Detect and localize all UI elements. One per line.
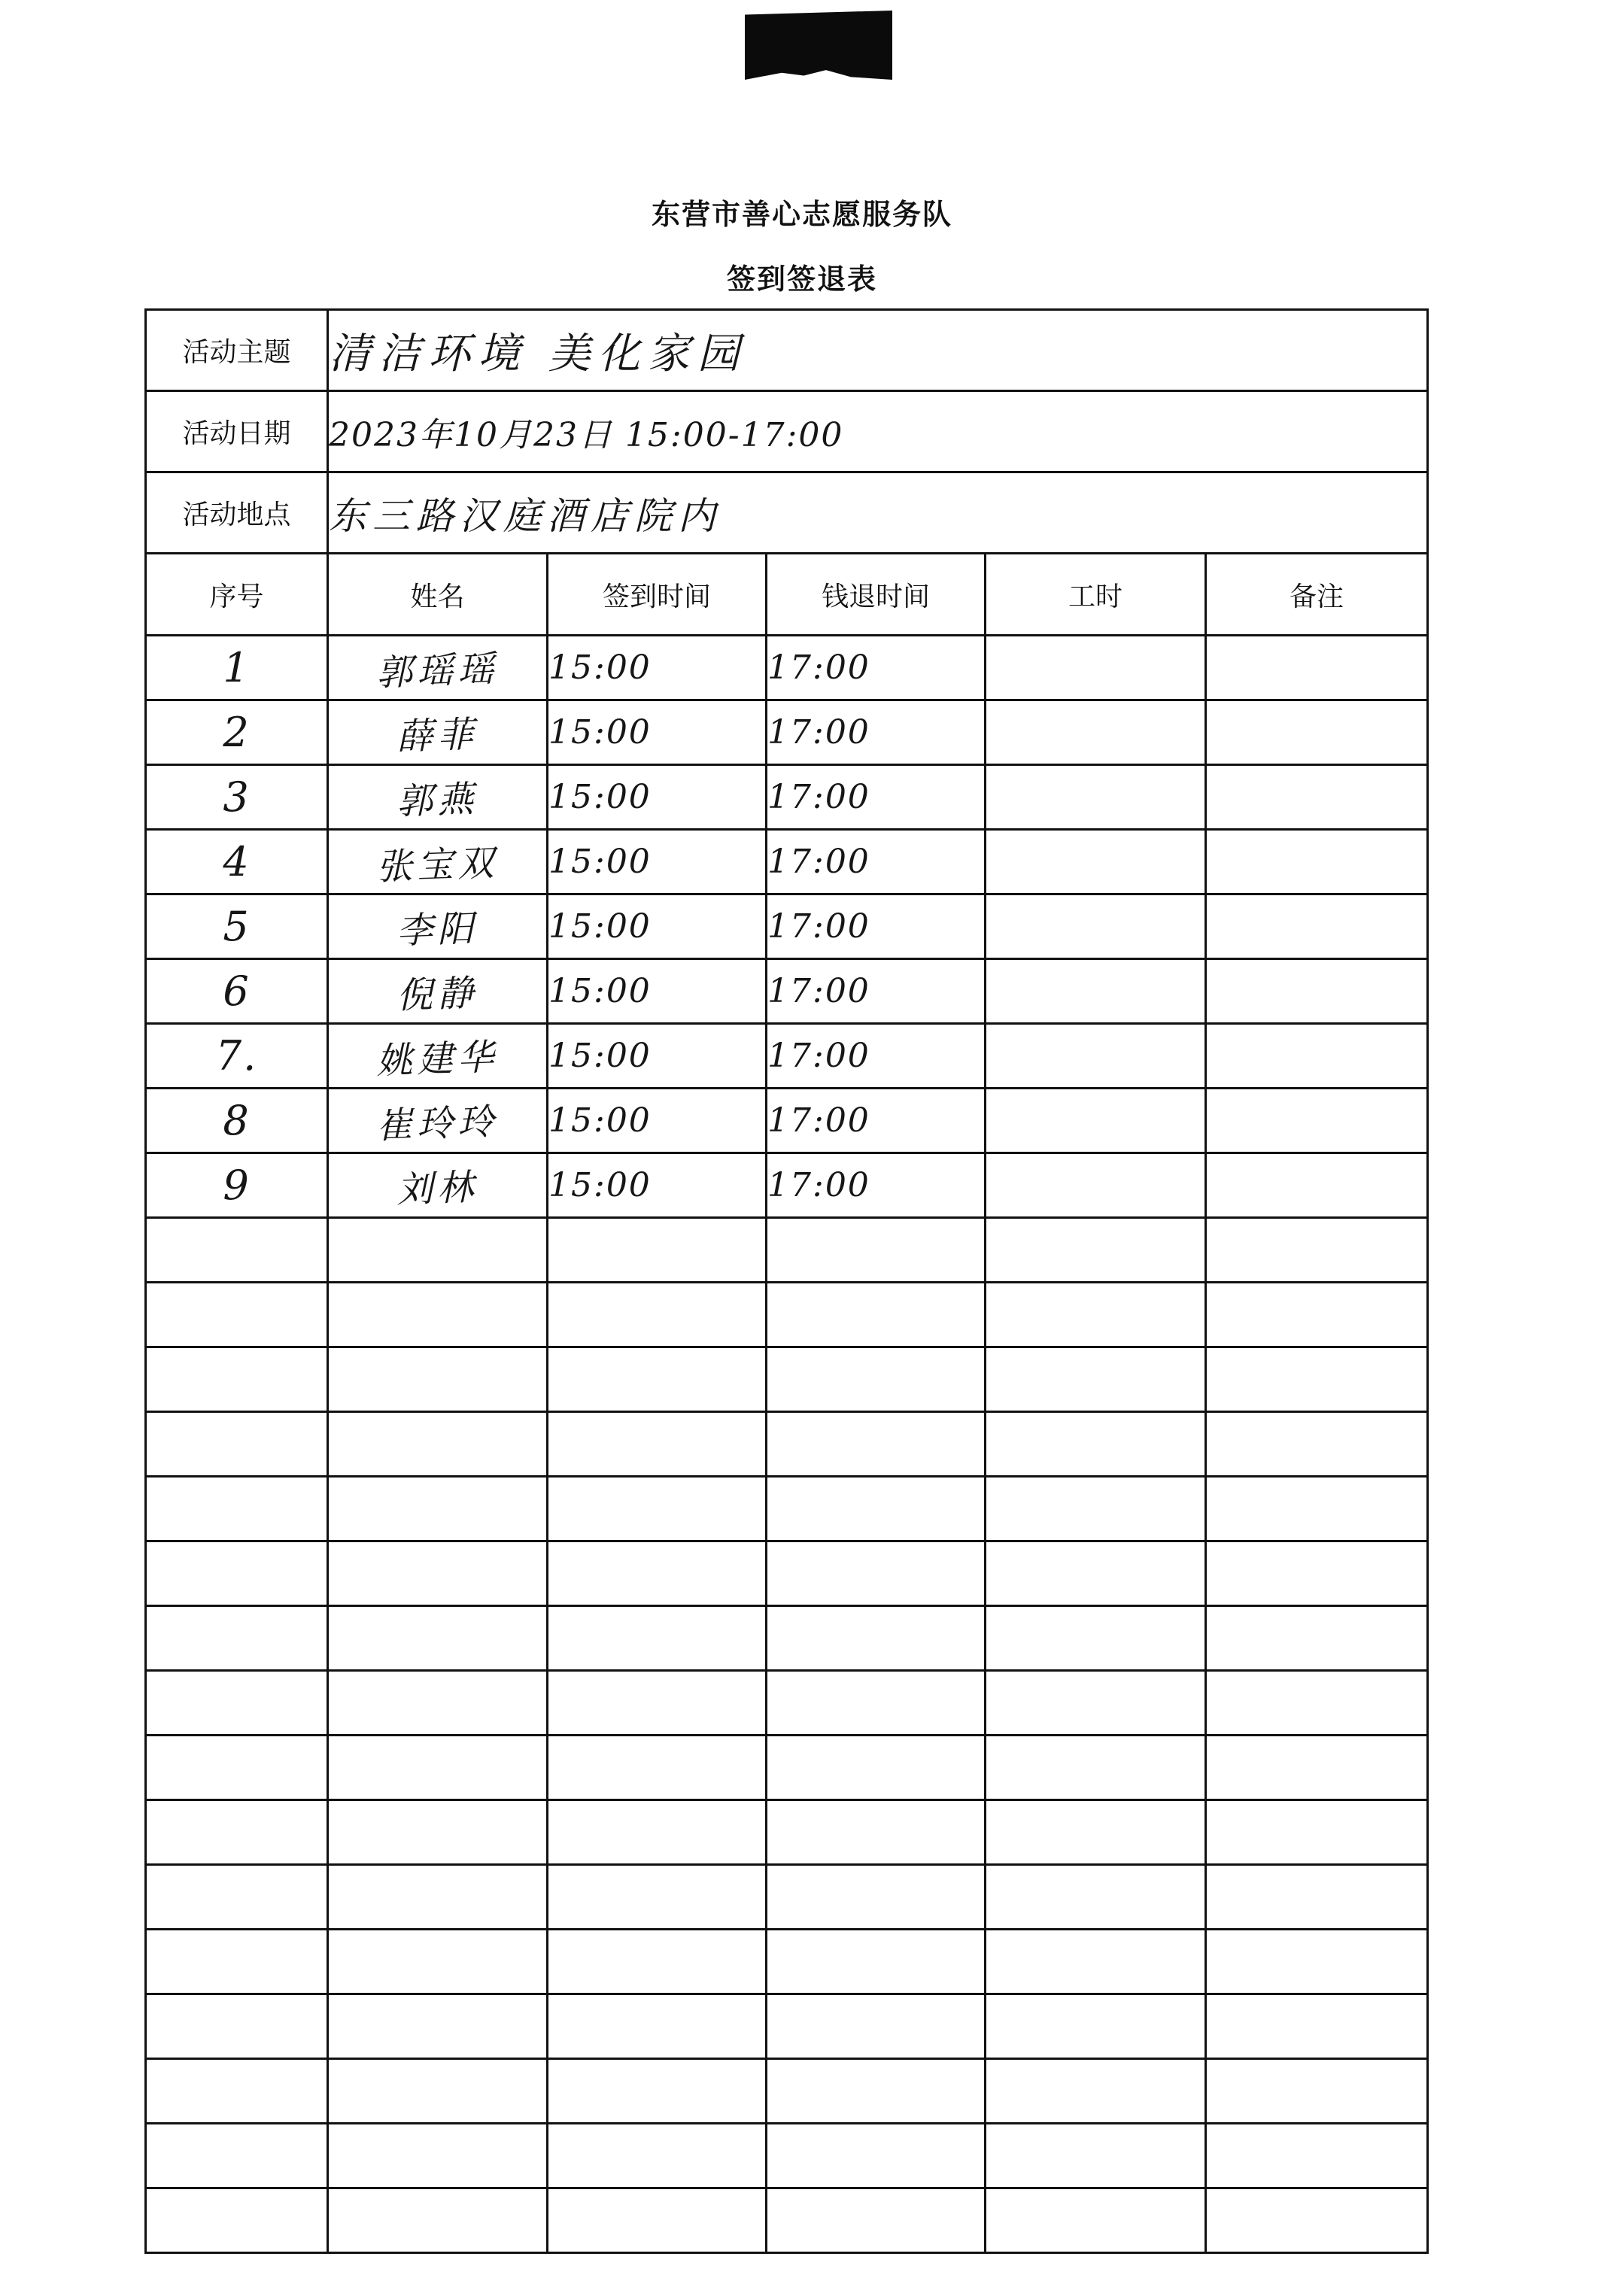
- work-hours-cell: [986, 765, 1206, 830]
- sign-out-time-cell: [767, 1024, 986, 1089]
- sign-out-time-cell: [767, 830, 986, 894]
- row-number-cell: [146, 1671, 328, 1736]
- sign-out-time-cell: [767, 765, 986, 830]
- sign-out-time: 17:00: [767, 1037, 870, 1075]
- sign-out-time-cell: [767, 2188, 986, 2253]
- table-row: [146, 1671, 1428, 1736]
- volunteer-name-cell: [328, 1218, 548, 1283]
- work-hours-cell: [986, 1089, 1206, 1153]
- remark-cell: [1206, 1800, 1428, 1865]
- volunteer-name: 李阳: [396, 907, 479, 952]
- volunteer-name-cell: [328, 1606, 548, 1671]
- row-number-cell: [146, 1024, 328, 1089]
- remark-cell: [1206, 1606, 1428, 1671]
- volunteer-name: 郭瑶瑶: [375, 648, 500, 694]
- sign-in-time-cell: [548, 1800, 767, 1865]
- table-row: [146, 700, 1428, 765]
- volunteer-name: 姚建华: [375, 1036, 500, 1083]
- sign-out-time-cell: [767, 1541, 986, 1606]
- volunteer-name-cell: [328, 2059, 548, 2124]
- remark-cell: [1206, 1541, 1428, 1606]
- row-number: 5: [223, 903, 251, 950]
- sign-in-time-cell: [548, 2059, 767, 2124]
- column-header-remark: 备注: [1206, 554, 1428, 636]
- column-header-name: 姓名: [328, 554, 548, 636]
- sign-out-time-cell: [767, 636, 986, 700]
- work-hours-cell: [986, 1606, 1206, 1671]
- work-hours-cell: [986, 1024, 1206, 1089]
- sign-out-time: 17:00: [767, 843, 870, 881]
- volunteer-name-cell: [328, 1671, 548, 1736]
- remark-cell: [1206, 1218, 1428, 1283]
- sign-in-time-cell: [548, 1024, 767, 1089]
- column-header-no: 序号: [146, 554, 328, 636]
- date-value: 2023年10月23日 15:00-17:00: [329, 415, 844, 454]
- sign-in-sheet-table: [144, 308, 1429, 2254]
- sign-out-time: 17:00: [767, 1101, 870, 1140]
- table-row: [146, 1606, 1428, 1671]
- sign-out-time-cell: [767, 1606, 986, 1671]
- row-number-cell: [146, 1541, 328, 1606]
- volunteer-name-cell: [328, 1024, 548, 1089]
- row-number-cell: [146, 1283, 328, 1347]
- row-number-cell: [146, 2124, 328, 2188]
- remark-cell: [1206, 1736, 1428, 1800]
- volunteer-name-cell: [328, 1994, 548, 2059]
- row-number-cell: [146, 1153, 328, 1218]
- work-hours-cell: [986, 1153, 1206, 1218]
- volunteer-name-cell: [328, 1153, 548, 1218]
- sign-in-time-cell: [548, 1283, 767, 1347]
- work-hours-cell: [986, 830, 1206, 894]
- work-hours-cell: [986, 959, 1206, 1024]
- work-hours-cell: [986, 894, 1206, 959]
- remark-cell: [1206, 894, 1428, 959]
- table-row: [146, 1347, 1428, 1412]
- sign-in-time: 15:00: [548, 1101, 652, 1140]
- sign-out-time-cell: [767, 1218, 986, 1283]
- remark-cell: [1206, 1347, 1428, 1412]
- remark-cell: [1206, 1153, 1428, 1218]
- table-row: [146, 1412, 1428, 1477]
- sign-out-time: 17:00: [767, 1166, 870, 1204]
- volunteer-name-cell: [328, 959, 548, 1024]
- date-value-cell: [328, 391, 1428, 472]
- sign-in-time-cell: [548, 1930, 767, 1994]
- sign-out-time-cell: [767, 1736, 986, 1800]
- redaction-block: [745, 11, 892, 80]
- volunteer-name: 倪静: [396, 972, 479, 1017]
- topic-row: [146, 310, 1428, 391]
- work-hours-cell: [986, 1671, 1206, 1736]
- remark-cell: [1206, 1477, 1428, 1541]
- sign-out-time-cell: [767, 1865, 986, 1930]
- table-row: [146, 1865, 1428, 1930]
- table-row: [146, 1218, 1428, 1283]
- work-hours-cell: [986, 1930, 1206, 1994]
- date-label: 活动日期: [146, 391, 328, 472]
- table-row: [146, 765, 1428, 830]
- table-row: [146, 2124, 1428, 2188]
- row-number-cell: [146, 765, 328, 830]
- row-number-cell: [146, 1477, 328, 1541]
- work-hours-cell: [986, 1800, 1206, 1865]
- row-number-cell: [146, 1800, 328, 1865]
- sign-out-time-cell: [767, 1994, 986, 2059]
- volunteer-name: 张宝双: [375, 842, 500, 888]
- topic-value: 清洁环境 美化家园: [329, 329, 747, 378]
- sign-in-time-cell: [548, 765, 767, 830]
- remark-cell: [1206, 2124, 1428, 2188]
- sign-out-time: 17:00: [767, 972, 870, 1010]
- row-number: 3: [223, 773, 251, 821]
- remark-cell: [1206, 1412, 1428, 1477]
- work-hours-cell: [986, 1865, 1206, 1930]
- row-number: 9: [223, 1162, 251, 1209]
- row-number-cell: [146, 1865, 328, 1930]
- sign-in-time-cell: [548, 1541, 767, 1606]
- row-number: 2: [223, 709, 251, 756]
- row-number-cell: [146, 1089, 328, 1153]
- sign-in-time: 15:00: [548, 843, 652, 881]
- sign-out-time-cell: [767, 700, 986, 765]
- sign-out-time-cell: [767, 1800, 986, 1865]
- location-label: 活动地点: [146, 472, 328, 554]
- table-row: [146, 959, 1428, 1024]
- volunteer-name-cell: [328, 636, 548, 700]
- location-value-cell: [328, 472, 1428, 554]
- row-number: 6: [223, 967, 251, 1015]
- volunteer-name-cell: [328, 765, 548, 830]
- column-header-sign-out: 钱退时间: [767, 554, 986, 636]
- volunteer-name-cell: [328, 1477, 548, 1541]
- volunteer-name-cell: [328, 1930, 548, 1994]
- volunteer-name: 郭燕: [396, 778, 479, 823]
- form-title: 签到签退表: [726, 263, 877, 296]
- work-hours-cell: [986, 636, 1206, 700]
- row-number: 7.: [215, 1032, 258, 1080]
- volunteer-name-cell: [328, 1800, 548, 1865]
- work-hours-cell: [986, 2188, 1206, 2253]
- remark-cell: [1206, 1024, 1428, 1089]
- row-number-cell: [146, 2188, 328, 2253]
- sign-in-time-cell: [548, 1089, 767, 1153]
- sign-out-time-cell: [767, 1153, 986, 1218]
- volunteer-name-cell: [328, 830, 548, 894]
- row-number-cell: [146, 1412, 328, 1477]
- sign-in-time-cell: [548, 700, 767, 765]
- sign-out-time-cell: [767, 959, 986, 1024]
- sign-in-time-cell: [548, 1412, 767, 1477]
- remark-cell: [1206, 2188, 1428, 2253]
- work-hours-cell: [986, 1994, 1206, 2059]
- sign-in-time-cell: [548, 894, 767, 959]
- remark-cell: [1206, 765, 1428, 830]
- sign-out-time-cell: [767, 1930, 986, 1994]
- row-number-cell: [146, 1930, 328, 1994]
- sign-out-time-cell: [767, 2124, 986, 2188]
- column-header-sign-in: 签到时间: [548, 554, 767, 636]
- column-header-hours: 工时: [986, 554, 1206, 636]
- row-number-cell: [146, 2059, 328, 2124]
- sign-out-time-cell: [767, 1347, 986, 1412]
- table-row: [146, 1283, 1428, 1347]
- sign-out-time-cell: [767, 894, 986, 959]
- sign-out-time: 17:00: [767, 778, 870, 816]
- volunteer-name-cell: [328, 1865, 548, 1930]
- remark-cell: [1206, 1994, 1428, 2059]
- work-hours-cell: [986, 1541, 1206, 1606]
- sign-in-time-cell: [548, 1218, 767, 1283]
- volunteer-name-cell: [328, 1412, 548, 1477]
- volunteer-name: 薛菲: [396, 713, 479, 758]
- work-hours-cell: [986, 2059, 1206, 2124]
- table-row: [146, 1930, 1428, 1994]
- sign-out-time-cell: [767, 1671, 986, 1736]
- location-row: [146, 472, 1428, 554]
- remark-cell: [1206, 2059, 1428, 2124]
- sign-out-time: 17:00: [767, 907, 870, 946]
- location-value: 东三路汉庭酒店院内: [329, 494, 721, 538]
- table-row: [146, 2059, 1428, 2124]
- volunteer-name-cell: [328, 894, 548, 959]
- row-number: 1: [223, 644, 251, 691]
- row-number-cell: [146, 959, 328, 1024]
- volunteer-name: 刘林: [396, 1166, 479, 1211]
- table-row: [146, 1024, 1428, 1089]
- work-hours-cell: [986, 1218, 1206, 1283]
- row-number-cell: [146, 700, 328, 765]
- work-hours-cell: [986, 1283, 1206, 1347]
- work-hours-cell: [986, 1477, 1206, 1541]
- remark-cell: [1206, 1930, 1428, 1994]
- sign-in-time: 15:00: [548, 907, 652, 946]
- volunteer-name-cell: [328, 2188, 548, 2253]
- sign-in-time-cell: [548, 636, 767, 700]
- table-row: [146, 830, 1428, 894]
- organization-title: 东营市善心志愿服务队: [651, 198, 952, 231]
- remark-cell: [1206, 1089, 1428, 1153]
- sign-in-time-cell: [548, 1865, 767, 1930]
- row-number: 8: [223, 1097, 251, 1144]
- row-number-cell: [146, 830, 328, 894]
- sign-in-time-cell: [548, 1736, 767, 1800]
- work-hours-cell: [986, 1736, 1206, 1800]
- remark-cell: [1206, 959, 1428, 1024]
- row-number-cell: [146, 1347, 328, 1412]
- sign-out-time: 17:00: [767, 648, 870, 687]
- work-hours-cell: [986, 1412, 1206, 1477]
- volunteer-name-cell: [328, 700, 548, 765]
- volunteer-name-cell: [328, 1347, 548, 1412]
- row-number-cell: [146, 1606, 328, 1671]
- date-row: [146, 391, 1428, 472]
- remark-cell: [1206, 1865, 1428, 1930]
- topic-value-cell: [328, 310, 1428, 391]
- table-row: [146, 1153, 1428, 1218]
- sign-in-time-cell: [548, 959, 767, 1024]
- row-number-cell: [146, 1736, 328, 1800]
- row-number-cell: [146, 894, 328, 959]
- volunteer-name-cell: [328, 1283, 548, 1347]
- row-number-cell: [146, 1218, 328, 1283]
- sign-in-time-cell: [548, 830, 767, 894]
- sign-out-time-cell: [767, 1412, 986, 1477]
- sign-out-time: 17:00: [767, 713, 870, 752]
- work-hours-cell: [986, 700, 1206, 765]
- volunteer-name: 崔玲玲: [375, 1101, 500, 1147]
- sign-in-time: 15:00: [548, 1166, 652, 1204]
- row-number-cell: [146, 1994, 328, 2059]
- work-hours-cell: [986, 2124, 1206, 2188]
- table-row: [146, 636, 1428, 700]
- remark-cell: [1206, 1283, 1428, 1347]
- table-row: [146, 1800, 1428, 1865]
- remark-cell: [1206, 1671, 1428, 1736]
- volunteer-name-cell: [328, 1089, 548, 1153]
- sign-in-time: 15:00: [548, 778, 652, 816]
- column-header-row: [146, 554, 1428, 636]
- remark-cell: [1206, 830, 1428, 894]
- work-hours-cell: [986, 1347, 1206, 1412]
- sign-in-time-cell: [548, 1994, 767, 2059]
- volunteer-name-cell: [328, 2124, 548, 2188]
- sign-in-time-cell: [548, 2188, 767, 2253]
- table-row: [146, 1736, 1428, 1800]
- sign-in-time: 15:00: [548, 1037, 652, 1075]
- sign-out-time-cell: [767, 1477, 986, 1541]
- sign-in-time: 15:00: [548, 972, 652, 1010]
- sign-out-time-cell: [767, 1089, 986, 1153]
- row-number: 4: [223, 838, 251, 885]
- sign-in-time-cell: [548, 1477, 767, 1541]
- sign-in-time-cell: [548, 1347, 767, 1412]
- table-row: [146, 1477, 1428, 1541]
- sign-in-time-cell: [548, 1606, 767, 1671]
- remark-cell: [1206, 636, 1428, 700]
- volunteer-name-cell: [328, 1541, 548, 1606]
- sign-out-time-cell: [767, 2059, 986, 2124]
- table-row: [146, 1089, 1428, 1153]
- sign-in-time: 15:00: [548, 713, 652, 752]
- table-row: [146, 894, 1428, 959]
- row-number-cell: [146, 636, 328, 700]
- sign-in-time-cell: [548, 1153, 767, 1218]
- volunteer-name-cell: [328, 1736, 548, 1800]
- sign-in-time: 15:00: [548, 648, 652, 687]
- table-row: [146, 2188, 1428, 2253]
- sign-out-time-cell: [767, 1283, 986, 1347]
- sign-in-time-cell: [548, 1671, 767, 1736]
- topic-label: 活动主题: [146, 310, 328, 391]
- sign-in-time-cell: [548, 2124, 767, 2188]
- table-row: [146, 1994, 1428, 2059]
- remark-cell: [1206, 700, 1428, 765]
- table-row: [146, 1541, 1428, 1606]
